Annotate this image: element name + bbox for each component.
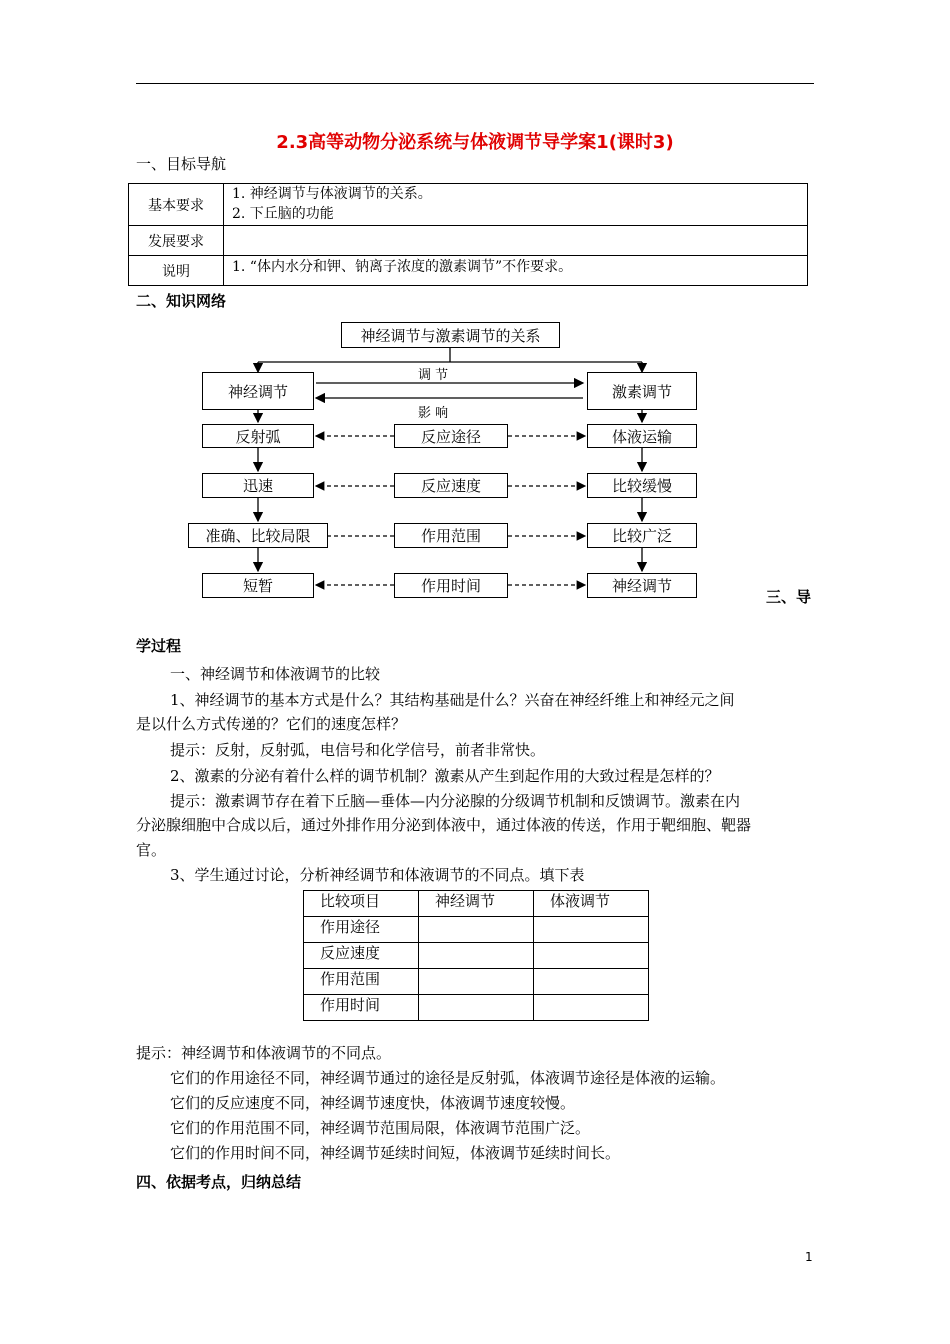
diagram-hormone-box: 激素调节 [587, 372, 697, 410]
hint-3-line: 它们的反应速度不同，神经调节速度快，体液调节速度较慢。 [170, 1094, 576, 1112]
subsection-title: 一、神经调节和体液调节的比较 [170, 665, 381, 683]
table-header: 比较项目 [304, 891, 419, 917]
goal-line: 1. 神经调节与体液调节的关系。 [232, 186, 432, 202]
table-header: 体液调节 [534, 891, 649, 917]
comparison-table [303, 890, 649, 1021]
table-cell [419, 995, 534, 1021]
diagram-top-box: 神经调节与激素调节的关系 [341, 322, 560, 348]
question-1-cont: 是以什么方式传递的？它们的速度怎样？ [136, 715, 407, 733]
table-row-label: 作用时间 [304, 995, 419, 1021]
hint-2-cont: 官。 [136, 841, 167, 859]
table-cell [419, 969, 534, 995]
diagram-center-box: 作用范围 [394, 523, 508, 548]
hint-2-cont: 分泌腺细胞中合成以后，通过外排作用分泌到体液中，通过体液的传送，作用于靶细胞、靶器 [136, 816, 752, 834]
table-row [304, 943, 649, 969]
table-row-label: 反应速度 [304, 943, 419, 969]
hint-3-line: 它们的作用时间不同，神经调节延续时间短，体液调节延续时间长。 [170, 1144, 621, 1162]
diagram-left-box: 短暂 [202, 573, 314, 598]
table-cell [534, 943, 649, 969]
table-row-label: 作用范围 [304, 969, 419, 995]
table-row [304, 917, 649, 943]
diagram-left-box: 准确、比较局限 [188, 523, 328, 548]
table-row [304, 969, 649, 995]
diagram-regulate-label: 调 节 [418, 368, 449, 383]
diagram-right-box: 神经调节 [587, 573, 697, 598]
table-header: 神经调节 [419, 891, 534, 917]
diagram-center-box: 反应速度 [394, 473, 508, 498]
diagram-influence-label: 影 响 [418, 406, 449, 421]
section4-heading: 四、依据考点，归纳总结 [136, 1173, 302, 1191]
goal-row-label: 基本要求 [129, 184, 224, 226]
section3-heading-part1: 三、导 [766, 588, 812, 606]
diagram-right-box: 体液运输 [587, 424, 697, 448]
table-cell [419, 917, 534, 943]
page-number: 1 [805, 1250, 813, 1264]
diagram-neural-box: 神经调节 [202, 372, 314, 410]
table-cell [534, 969, 649, 995]
diagram-center-box: 反应途径 [394, 424, 508, 448]
question-1: 1、神经调节的基本方式是什么？其结构基础是什么？兴奋在神经纤维上和神经元之间 [170, 691, 735, 709]
goal-row-content: 1. “体内水分和钾、钠离子浓度的激素调节”不作要求。 [224, 256, 808, 286]
hint-3-line: 它们的作用途径不同，神经调节通过的途径是反射弧，体液调节途径是体液的运输。 [170, 1069, 726, 1087]
table-header-row [304, 891, 649, 917]
table-cell [534, 917, 649, 943]
goal-line: 2. 下丘脑的功能 [232, 206, 334, 222]
table-row-label: 作用途径 [304, 917, 419, 943]
diagram-left-box: 反射弧 [202, 424, 314, 448]
hint-1: 提示：反射，反射弧，电信号和化学信号，前者非常快。 [170, 741, 546, 759]
table-cell [534, 995, 649, 1021]
diagram-center-box: 作用时间 [394, 573, 508, 598]
table-row [304, 995, 649, 1021]
goal-row-label: 说明 [129, 256, 224, 286]
goal-row-label: 发展要求 [129, 226, 224, 256]
hint-2: 提示：激素调节存在着下丘脑—垂体—内分泌腺的分级调节机制和反馈调节。激素在内 [170, 792, 741, 810]
question-2: 2、激素的分泌有着什么样的调节机制？激素从产生到起作用的大致过程是怎样的？ [170, 767, 720, 785]
question-3: 3、学生通过讨论，分析神经调节和体液调节的不同点。填下表 [170, 866, 585, 884]
hint-3-line: 它们的作用范围不同，神经调节范围局限，体液调节范围广泛。 [170, 1119, 591, 1137]
diagram-right-box: 比较广泛 [587, 523, 697, 548]
section3-heading-part2: 学过程 [136, 637, 182, 655]
hint-3-title: 提示：神经调节和体液调节的不同点。 [136, 1044, 392, 1062]
diagram-right-box: 比较缓慢 [587, 473, 697, 498]
document-title: 2.3高等动物分泌系统与体液调节导学案1(课时3) [276, 132, 674, 153]
section1-heading: 一、目标导航 [136, 155, 227, 173]
table-cell [419, 943, 534, 969]
diagram-left-box: 迅速 [202, 473, 314, 498]
section2-heading: 二、知识网络 [136, 292, 227, 310]
